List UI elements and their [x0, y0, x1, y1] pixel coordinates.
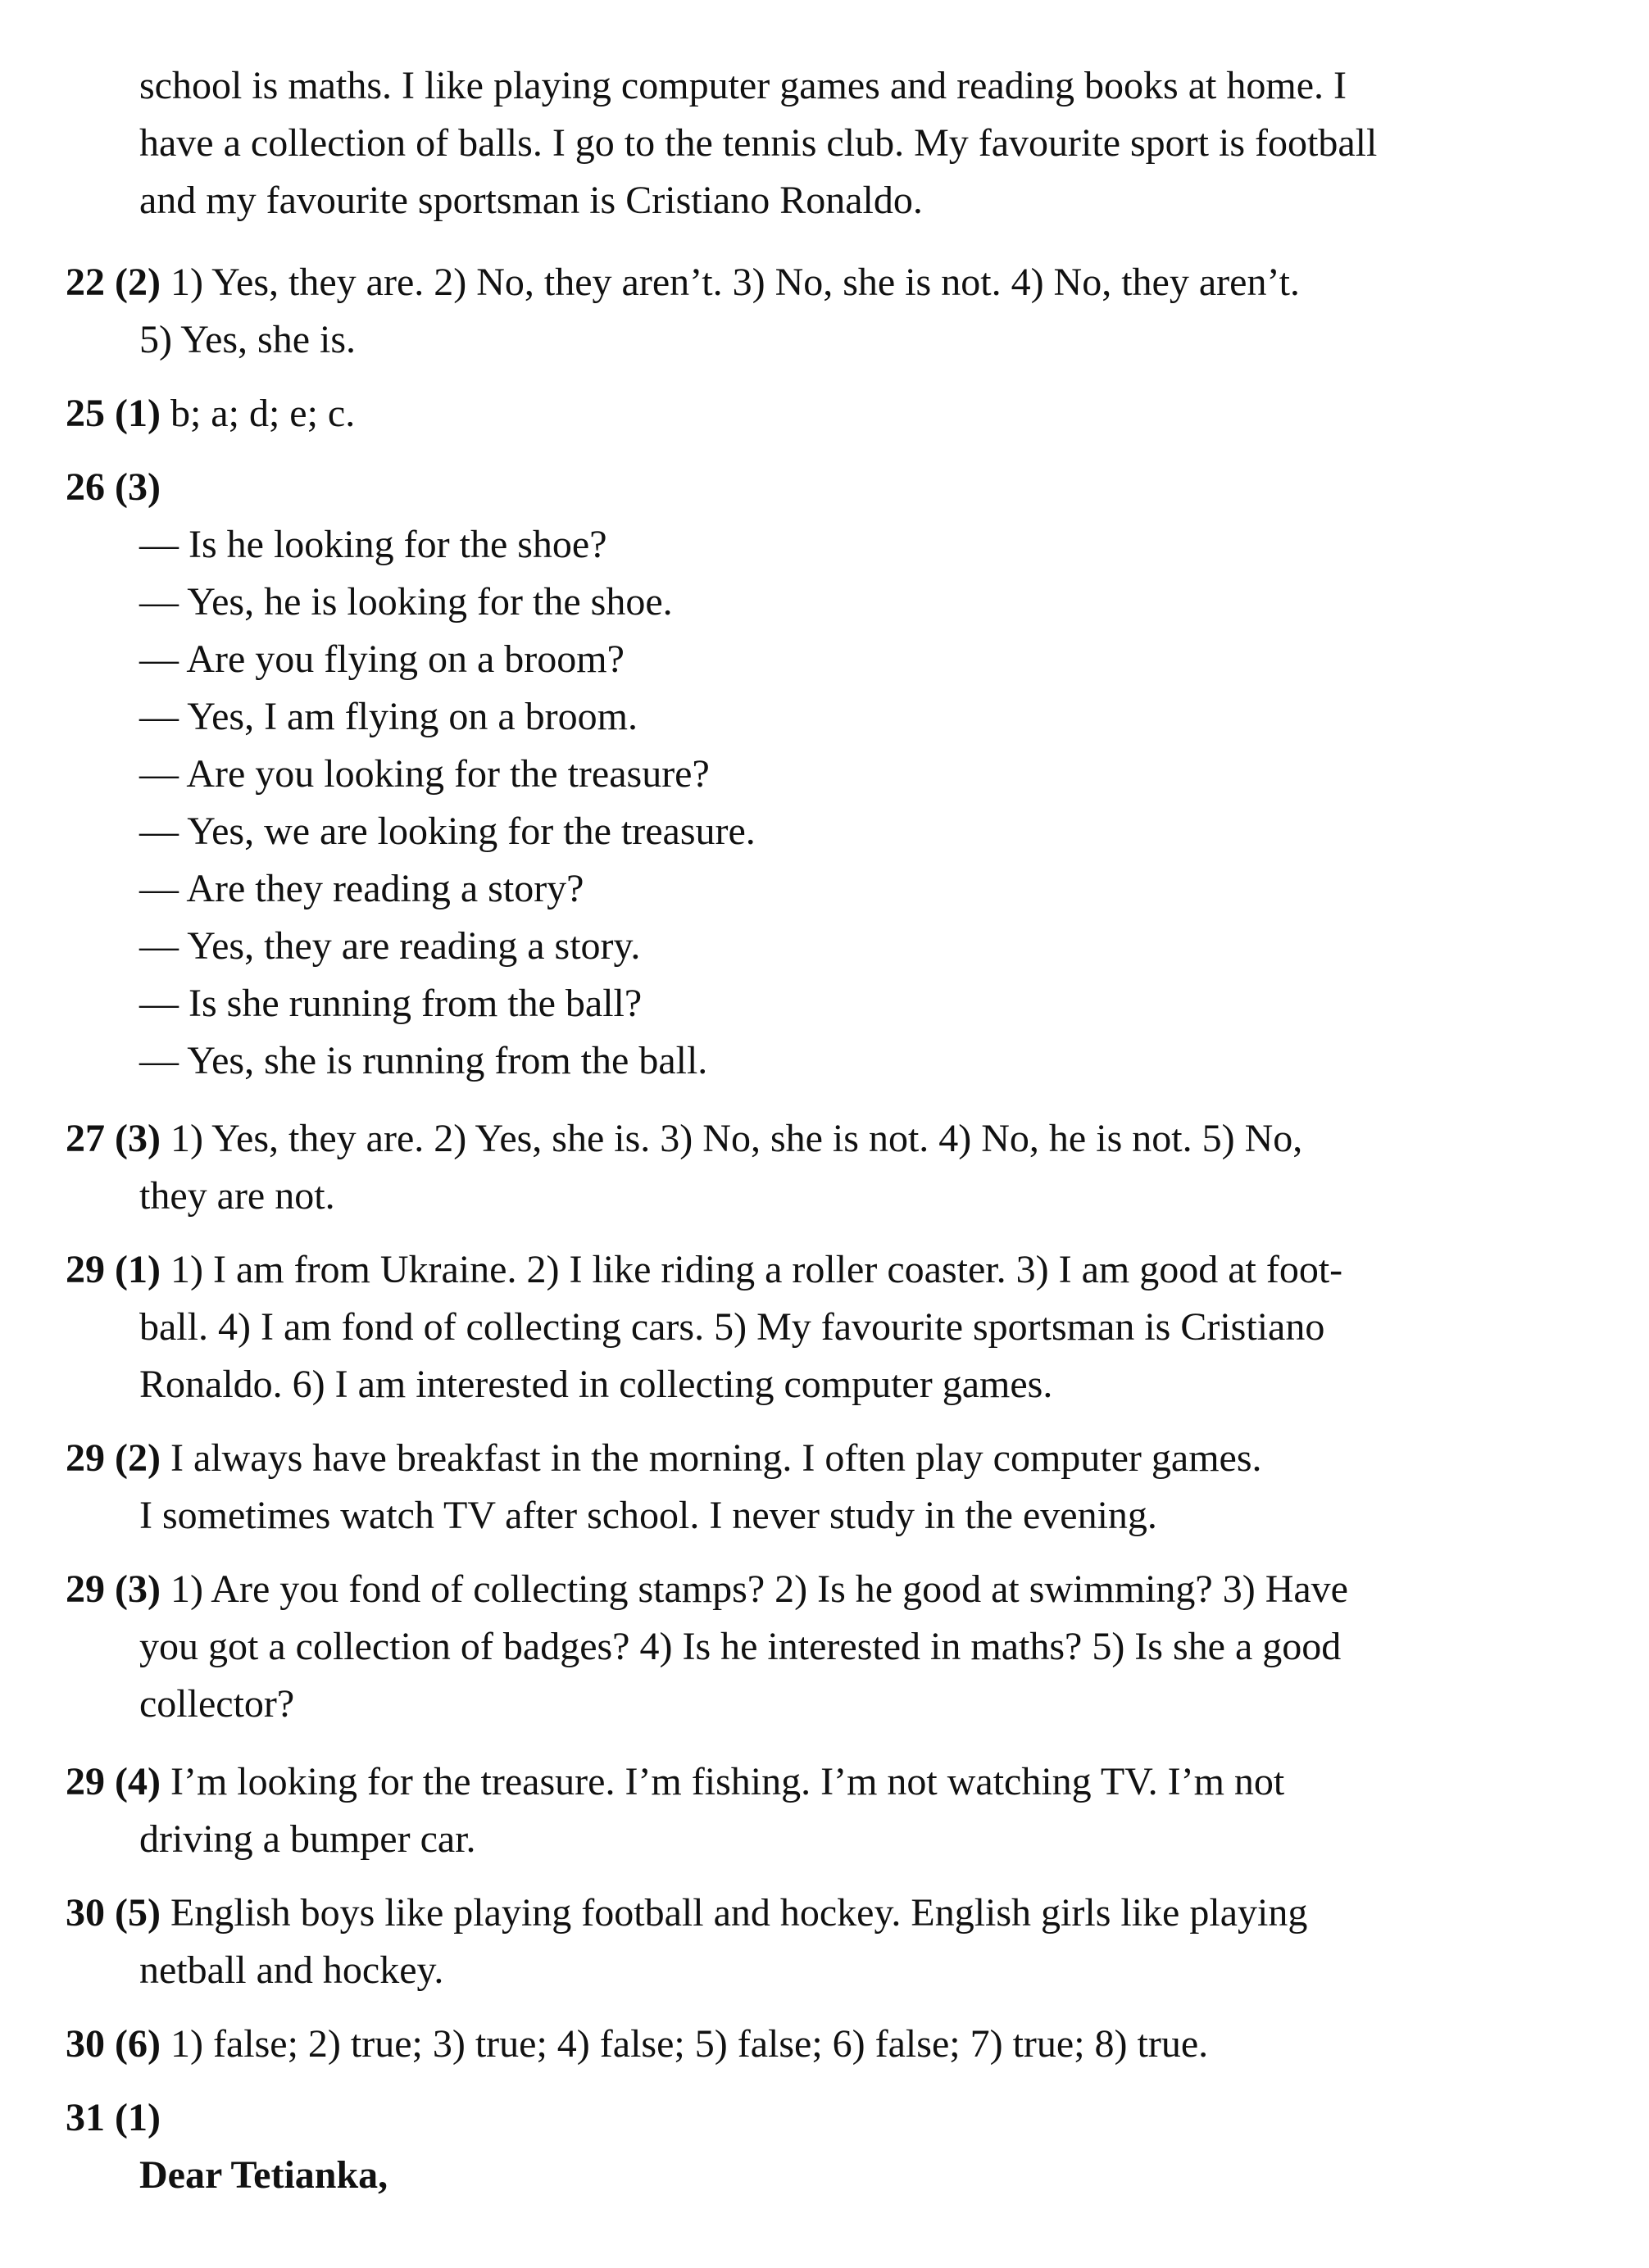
entry-label: 29 (3)	[66, 1567, 161, 1611]
entry-text: 5) Yes, she is.	[139, 318, 357, 361]
entry-31-1	[66, 2089, 1578, 2147]
entry-29-2	[66, 1430, 1578, 1545]
dialogue-line: — Yes, he is looking for the shoe.	[139, 580, 673, 624]
entry-label: 29 (1)	[66, 1248, 161, 1291]
entry-label: 30 (6)	[66, 2022, 161, 2066]
dialogue-block	[139, 516, 1287, 1090]
entry-text: netball and hockey.	[139, 1948, 444, 1992]
dialogue-line: — Is she running from the ball?	[139, 982, 643, 1025]
entry-29-3	[66, 1561, 1578, 1733]
entry-29-1	[66, 1241, 1578, 1413]
entry-text: I always have breakfast in the morning. I often play computer games.	[170, 1436, 1262, 1480]
dialogue-line: — Yes, she is running from the ball.	[139, 1039, 708, 1082]
dialogue-line: — Yes, they are reading a story.	[139, 924, 641, 968]
intro-line: have a collection of balls. I go to the tennis club. My favourite sport is football	[139, 121, 1378, 165]
entry-27-3	[66, 1110, 1578, 1225]
entry-label: 29 (4)	[66, 1760, 161, 1803]
dialogue-line: — Is he looking for the shoe?	[139, 523, 607, 566]
dialogue-line: — Are they reading a story?	[139, 867, 584, 910]
entry-text: 1) false; 2) true; 3) true; 4) false; 5) false; 6) false; 7) true; 8) true.	[170, 2022, 1209, 2066]
entry-text: 1) Yes, they are. 2) No, they aren’t. 3) No, she is not. 4) No, they aren’t.	[170, 261, 1300, 304]
entry-label: 22 (2)	[66, 261, 161, 304]
entry-text: b; a; d; e; c.	[170, 392, 356, 435]
intro-line: school is maths. I like playing computer games and reading books at home. I	[139, 64, 1347, 107]
intro-paragraph	[139, 57, 1582, 229]
entry-25-1	[66, 385, 1578, 442]
dialogue-line: — Yes, I am flying on a broom.	[139, 695, 638, 738]
dialogue-line: — Yes, we are looking for the treasure.	[139, 810, 756, 853]
entry-29-4	[66, 1753, 1578, 1868]
letter-greeting: Dear Tetianka,	[139, 2153, 388, 2197]
entry-text: 1) Are you fond of collecting stamps? 2) Is he good at swimming? 3) Have	[170, 1567, 1348, 1611]
entry-label: 31 (1)	[66, 2096, 161, 2139]
entry-text: they are not.	[139, 1174, 335, 1218]
entry-label: 25 (1)	[66, 392, 161, 435]
entry-26-3	[66, 459, 1578, 516]
entry-label: 29 (2)	[66, 1436, 161, 1480]
entry-text: you got a collection of badges? 4) Is he interested in maths? 5) Is she a good	[139, 1625, 1342, 1668]
intro-line: and my favourite sportsman is Cristiano Ronaldo.	[139, 179, 923, 222]
entry-label: 27 (3)	[66, 1117, 161, 1160]
entry-label: 26 (3)	[66, 465, 161, 509]
entry-22-2	[66, 254, 1578, 369]
entry-30-5	[66, 1885, 1578, 1999]
entry-text: 1) Yes, they are. 2) Yes, she is. 3) No, she is not. 4) No, he is not. 5) No,	[170, 1117, 1303, 1160]
entry-label: 30 (5)	[66, 1891, 161, 1935]
entry-text: I sometimes watch TV after school. I never study in the evening.	[139, 1494, 1157, 1537]
entry-30-6	[66, 2016, 1578, 2073]
entry-text: I’m looking for the treasure. I’m fishing. I’m not watching TV. I’m not	[170, 1760, 1285, 1803]
entry-text: Ronaldo. 6) I am interested in collecting computer games.	[139, 1363, 1053, 1406]
dialogue-line: — Are you looking for the treasure?	[139, 752, 710, 796]
entry-text: driving a bumper car.	[139, 1817, 476, 1861]
dialogue-line: — Are you flying on a broom?	[139, 637, 625, 681]
entry-text: collector?	[139, 1682, 295, 1726]
entry-text: 1) I am from Ukraine. 2) I like riding a roller coaster. 3) I am good at foot-	[170, 1248, 1343, 1291]
entry-text: ball. 4) I am fond of collecting cars. 5) My favourite sportsman is Cristiano	[139, 1305, 1325, 1349]
entry-text: English boys like playing football and hockey. English girls like playing	[170, 1891, 1308, 1935]
